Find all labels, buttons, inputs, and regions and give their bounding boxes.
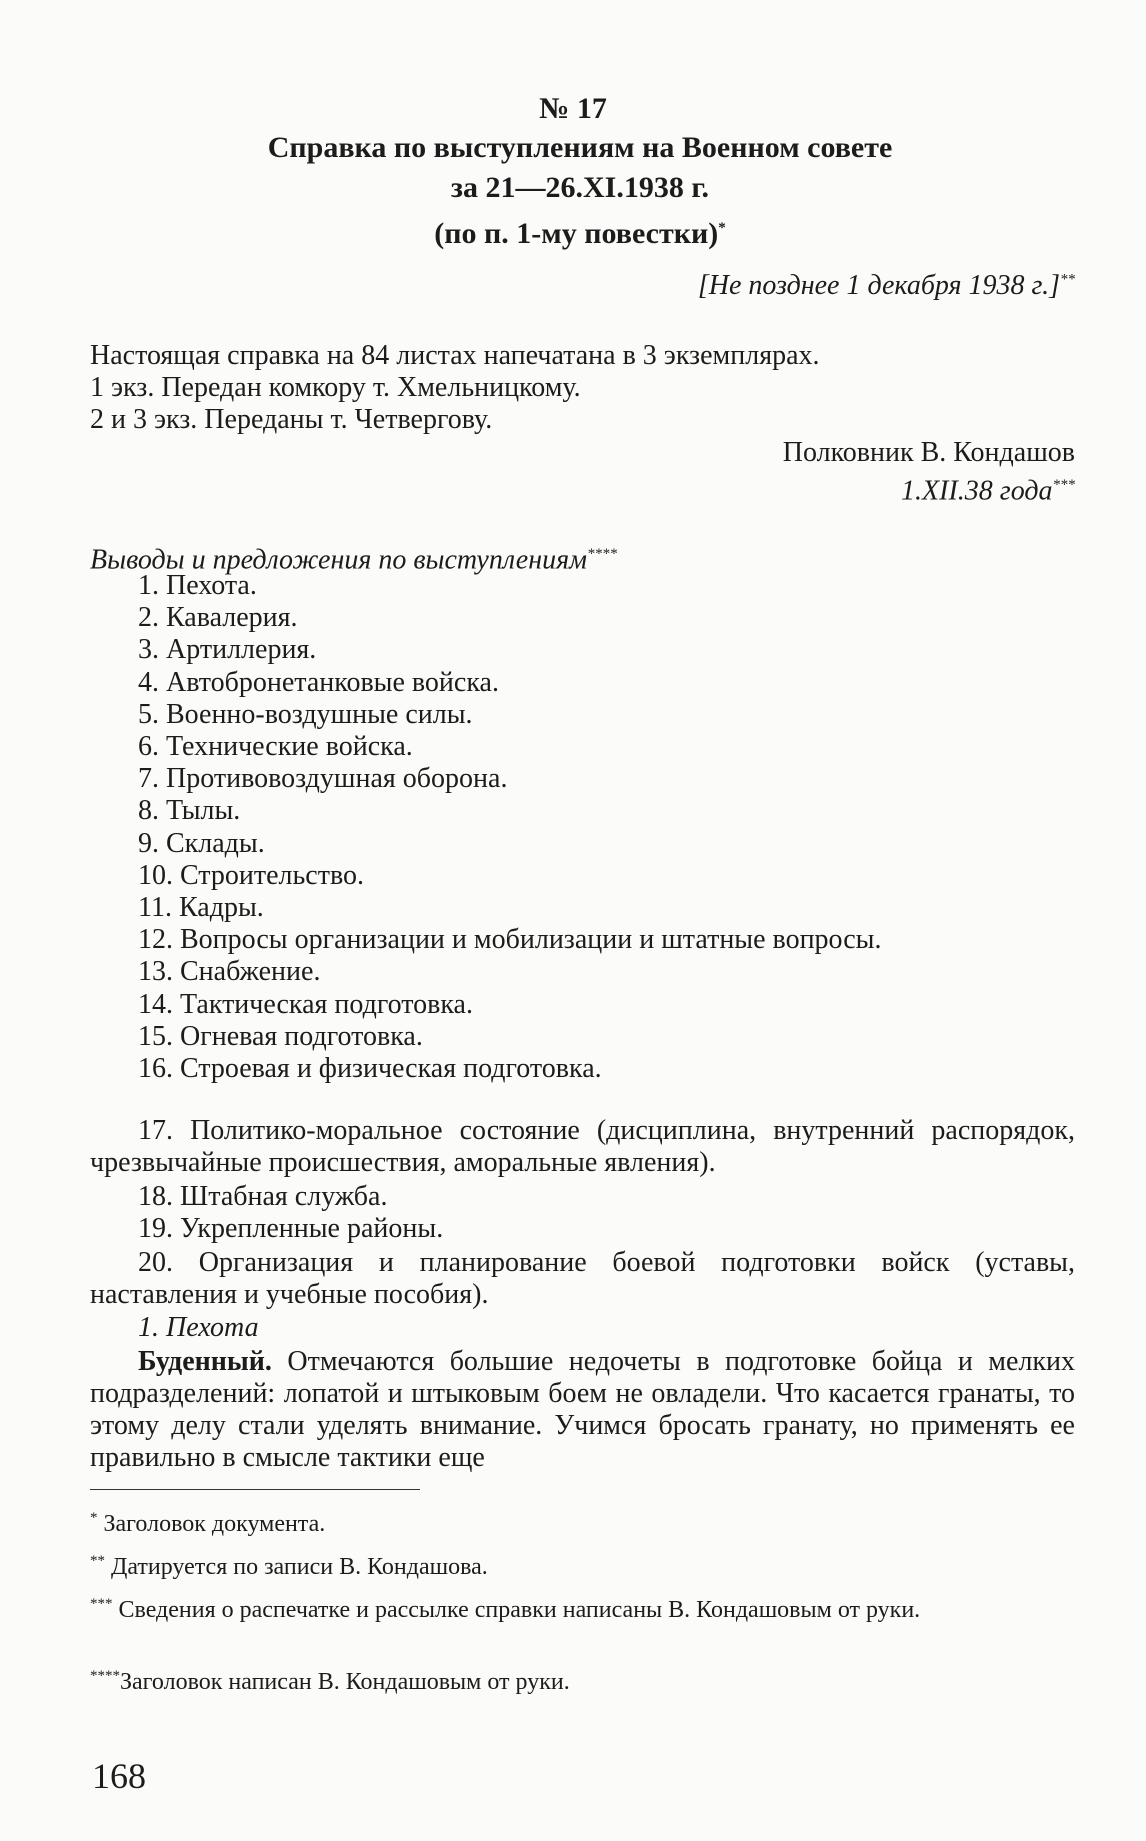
list-item: 8. Тылы.: [138, 795, 241, 827]
document-number: № 17: [539, 92, 607, 125]
section-paragraph: [90, 1346, 1075, 1474]
distribution-line: 2 и 3 экз. Переданы т. Четвергову.: [90, 404, 493, 435]
list-item: 11. Кадры.: [138, 892, 264, 924]
speaker-name: Буденный.: [138, 1346, 272, 1377]
list-item: 15. Огневая подготовка.: [138, 1020, 423, 1052]
list-item: 9. Склады.: [138, 827, 265, 859]
conclusions-heading: Выводы и предложения по выступлениям****: [90, 544, 617, 576]
list-item: 16. Строевая и физическая подготовка.: [138, 1053, 602, 1085]
document-dating: [Не позднее 1 декабря 1938 г.]**: [697, 270, 1075, 301]
list-item-20: 20. Организация и планирование боевой подготовки войск (уставы, наставления и учебные пособия).: [90, 1247, 1075, 1310]
list-item: 3. Артиллерия.: [138, 634, 317, 666]
list-item: 7. Противовоздушная оборона.: [138, 763, 508, 795]
conclusions-list: [138, 570, 1073, 1085]
footnote-divider: [90, 1489, 420, 1490]
signature-name: Полковник В. Кондашов: [782, 437, 1075, 468]
title-line-3: (по п. 1-му повестки)*: [434, 217, 726, 250]
conclusions-list-continued: [138, 1181, 1073, 1245]
list-item: 6. Технические войска.: [138, 731, 413, 763]
list-item: 19. Укрепленные районы.: [138, 1213, 444, 1244]
list-item: 10. Строительство.: [138, 859, 364, 891]
footnote: ****Заголовок написан В. Кондашовым от руки.: [90, 1668, 570, 1695]
list-item: 18. Штабная служба.: [138, 1181, 388, 1212]
footnote: *** Сведения о распечатке и рассылке справки написаны В. Кондашовым от руки.: [90, 1596, 921, 1623]
list-item: 5. Военно-воздушные силы.: [138, 698, 473, 730]
list-item: 14. Тактическая подготовка.: [138, 988, 473, 1020]
signature-date: 1.XII.38 года***: [901, 475, 1075, 507]
section-heading: 1. Пехота: [138, 1312, 259, 1343]
paragraph-text: Отмечаются большие недочеты в подготовке бойца и мелких подразделений: лопатой и штыковым боем не овладели. Что касается гранаты, то этому делу стали уделять внимание. Учимся бросать гранату, но применять ее правильно в смысле тактики еще: [90, 1346, 1075, 1473]
footnote: ** Датируется по записи В. Кондашова.: [90, 1553, 488, 1580]
title-line-2: за 21—26.XI.1938 г.: [450, 171, 710, 204]
page-number: 168: [92, 1756, 146, 1796]
list-item: 4. Автобронетанковые войска.: [138, 666, 499, 698]
list-item: 12. Вопросы организации и мобилизации и штатные вопросы.: [138, 924, 882, 956]
list-item: 2. Кавалерия.: [138, 602, 298, 634]
distribution-line: 1 экз. Передан комкору т. Хмельницкому.: [90, 372, 581, 403]
footnote: * Заголовок документа.: [90, 1510, 326, 1537]
distribution-line: Настоящая справка на 84 листах напечатана в 3 экземплярах.: [90, 340, 820, 371]
title-line-1: Справка по выступлениям на Военном совете: [267, 131, 893, 164]
distribution-note: [90, 340, 1075, 436]
signature: [560, 437, 1075, 507]
list-item-17: 17. Политико-моральное состояние (дисциплина, внутренний распорядок, чрезвычайные происшествия, аморальные явления).: [90, 1115, 1075, 1178]
list-item: 13. Снабжение.: [138, 956, 321, 988]
list-item: 1. Пехота.: [138, 570, 257, 601]
document-title: [230, 128, 930, 254]
